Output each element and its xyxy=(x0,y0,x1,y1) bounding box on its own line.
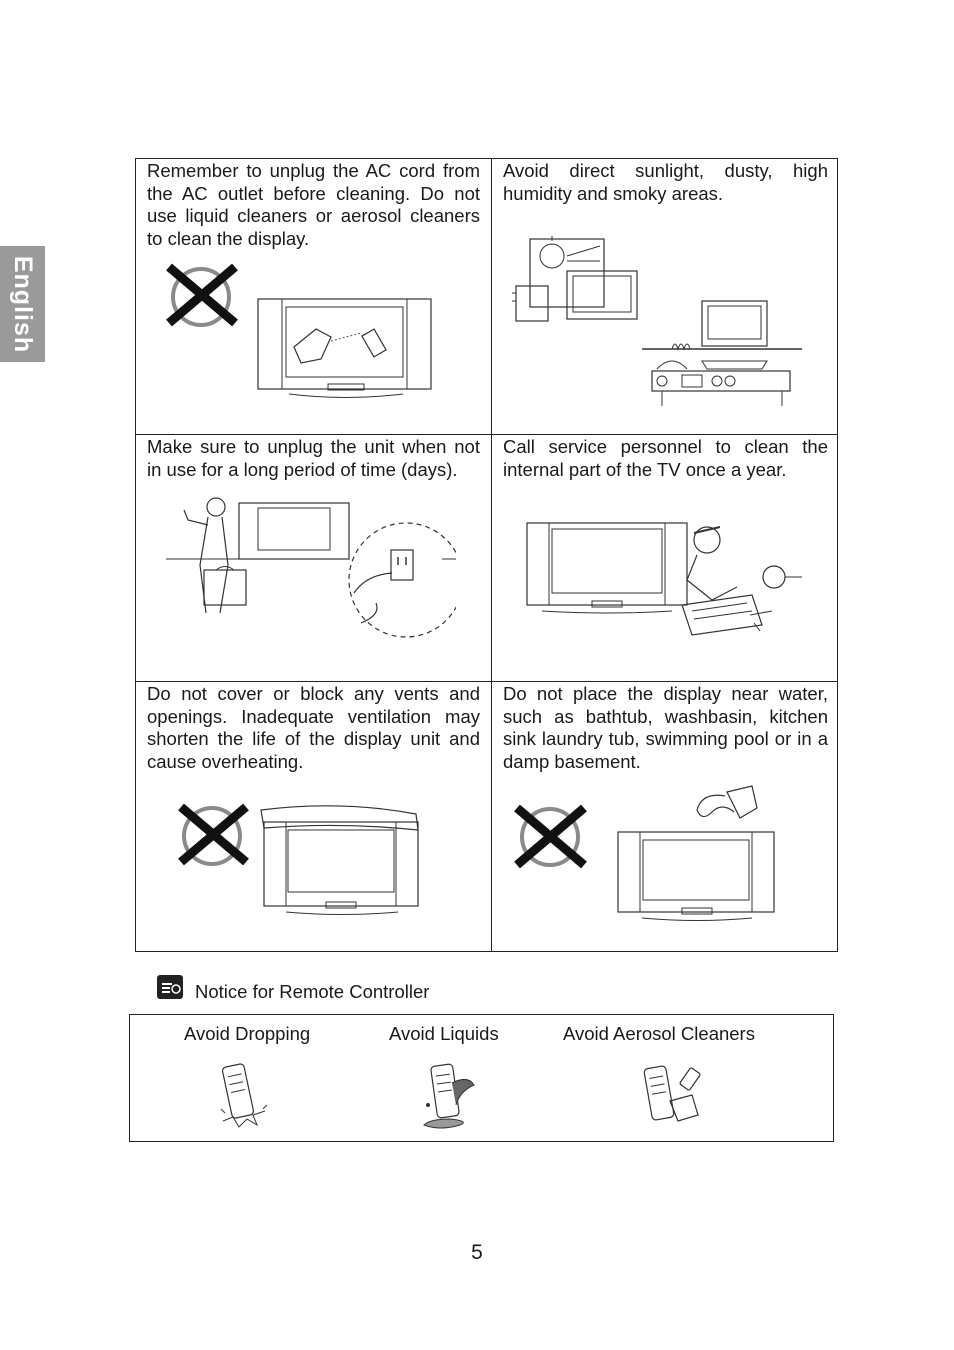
remote-label-aerosol: Avoid Aerosol Cleaners xyxy=(563,1023,755,1044)
tv-cleaning-prohibited-icon xyxy=(161,259,461,404)
language-tab-label: English xyxy=(9,255,38,353)
unplug-travel-icon xyxy=(166,495,456,640)
safety-text-cleaning: Remember to unplug the AC cord from the AC outlet before cleaning. Do not use liquid cleaners or aerosol cleaners to clean the display. xyxy=(147,160,480,249)
safety-item-unplug xyxy=(136,435,491,681)
remote-aerosol-icon xyxy=(642,1061,712,1136)
notice-hand-icon xyxy=(156,974,184,1000)
water-tv-prohibited-icon xyxy=(512,782,792,927)
remote-notice-box xyxy=(129,1014,834,1142)
remote-notice-title: Notice for Remote Controller xyxy=(195,981,430,1002)
safety-text-service: Call service personnel to clean the internal part of the TV once a year. xyxy=(503,436,828,480)
safety-text-ventilation: Do not cover or block any vents and openings. Inadequate ventilation may shorten the life of the display unit and cause overheating. xyxy=(147,683,480,772)
remote-liquid-icon xyxy=(420,1061,480,1136)
safety-item-service xyxy=(492,435,839,681)
language-tab xyxy=(0,246,45,362)
safety-item-water xyxy=(492,682,839,952)
remote-dropping-icon xyxy=(215,1061,275,1136)
safety-grid xyxy=(135,158,838,952)
service-technician-icon xyxy=(522,515,802,665)
safety-item-ventilation xyxy=(136,682,491,952)
safety-item-sunlight xyxy=(492,159,839,434)
safety-item-cleaning xyxy=(136,159,491,434)
safety-text-water: Do not place the display near water, such as bathtub, washbasin, kitchen sink laundry tub, swimming pool or in a damp basement. xyxy=(503,683,828,772)
covered-tv-prohibited-icon xyxy=(176,802,466,922)
sunlight-kitchen-tv-icon xyxy=(512,231,812,411)
remote-label-liquids: Avoid Liquids xyxy=(389,1023,499,1044)
page-number: 5 xyxy=(471,1241,483,1264)
remote-label-dropping: Avoid Dropping xyxy=(184,1023,311,1044)
safety-text-sunlight: Avoid direct sunlight, dusty, high humidity and smoky areas. xyxy=(503,160,828,204)
safety-text-unplug: Make sure to unplug the unit when not in use for a long period of time (days). xyxy=(147,436,480,480)
